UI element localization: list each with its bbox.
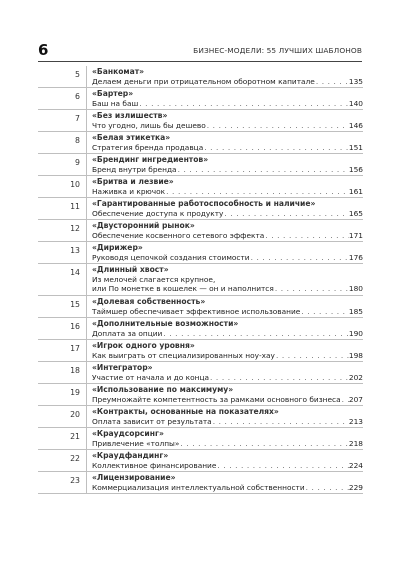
toc-entry-description: Участие от начала и до конца — [92, 373, 210, 382]
toc-entry[interactable] — [38, 110, 363, 132]
toc-entry-description: Доплата за опции — [92, 329, 163, 338]
toc-entry-number: 10 — [70, 180, 80, 189]
toc-entry-page: 190 — [348, 329, 363, 338]
dot-leader — [274, 284, 349, 293]
toc-entry[interactable] — [38, 472, 363, 494]
toc-entry[interactable] — [38, 406, 363, 428]
toc-entry-title: «Использование по максимуму» — [92, 385, 234, 394]
column-divider — [86, 318, 87, 339]
toc-entry-number: 17 — [70, 344, 80, 353]
dot-leader — [177, 165, 349, 174]
toc-entry-description: Таймшер обеспечивает эффективное использование — [92, 307, 301, 316]
toc-entry-page: 224 — [348, 461, 363, 470]
toc-entry-description: Преумножайте компетентность за рамками основного бизнеса — [92, 395, 341, 404]
toc-entry-page: 176 — [348, 253, 363, 262]
dot-leader — [305, 483, 349, 492]
toc-entry-title: «Контракты, основанные на показателях» — [92, 407, 279, 416]
column-divider — [86, 362, 87, 383]
toc-entry-title: «Интегратор» — [92, 363, 153, 372]
toc-entry-number: 16 — [70, 322, 80, 331]
toc-entry-page: 185 — [348, 307, 363, 316]
toc-entry[interactable] — [38, 450, 363, 472]
dot-leader — [162, 329, 349, 338]
toc-entry-title: «Длинный хвост» — [92, 265, 169, 274]
column-divider — [86, 220, 87, 241]
dot-leader — [223, 209, 349, 218]
toc-entry-description: Стратегия бренда продавца — [92, 143, 204, 152]
dot-leader — [275, 351, 349, 360]
column-divider — [86, 450, 87, 471]
toc-entry-description: Коллективное финансирование — [92, 461, 217, 470]
column-divider — [86, 384, 87, 405]
toc-entry[interactable] — [38, 132, 363, 154]
toc-entry-page: 156 — [348, 165, 363, 174]
dot-leader — [341, 395, 349, 404]
toc-entry-page: 171 — [348, 231, 363, 240]
toc-entry[interactable] — [38, 176, 363, 198]
dot-leader — [212, 417, 349, 426]
toc-entry-description: Как выиграть от специализированных ноу-хау — [92, 351, 275, 360]
column-divider — [86, 154, 87, 175]
toc-entry-page: 180 — [348, 284, 363, 293]
toc-entry-page: 135 — [348, 77, 363, 86]
toc-entry-description: Баш на баш — [92, 99, 139, 108]
toc-entry-title: «Бритва и лезвие» — [92, 177, 174, 186]
page-number: 6 — [38, 41, 49, 59]
toc-entry-title: «Дополнительные возможности» — [92, 319, 239, 328]
toc-entry-title: «Лицензирование» — [92, 473, 176, 482]
toc-entry-number: 6 — [75, 92, 80, 101]
toc-entry-title: «Краудсорсинг» — [92, 429, 164, 438]
toc-entry-number: 9 — [75, 158, 80, 167]
toc-entry-number: 19 — [70, 388, 80, 397]
toc-entry[interactable] — [38, 362, 363, 384]
toc-entry-number: 21 — [70, 432, 80, 441]
toc-entry-description: Привлечение «толпы» — [92, 439, 180, 448]
toc-entry-number: 14 — [70, 268, 80, 277]
toc-entry[interactable] — [38, 88, 363, 110]
dot-leader — [138, 99, 349, 108]
toc-entry-description: Коммерциализация интеллектуальной собственности — [92, 483, 305, 492]
toc-entry-number: 22 — [70, 454, 80, 463]
toc-entry-description: Из мелочей слагается крупное, — [92, 275, 216, 284]
toc-entry-number: 20 — [70, 410, 80, 419]
toc-entry-title: «Долевая собственность» — [92, 297, 206, 306]
toc-entry-title: «Игрок одного уровня» — [92, 341, 195, 350]
table-of-contents — [38, 66, 363, 494]
toc-entry[interactable] — [38, 66, 363, 88]
column-divider — [86, 132, 87, 153]
toc-entry-title: «Бартер» — [92, 89, 134, 98]
column-divider — [86, 340, 87, 361]
toc-entry-description: Руководя цепочкой создания стоимости — [92, 253, 250, 262]
column-divider — [86, 296, 87, 317]
toc-entry[interactable] — [38, 296, 363, 318]
toc-entry-number: 5 — [75, 70, 80, 79]
toc-entry[interactable] — [38, 340, 363, 362]
toc-entry[interactable] — [38, 220, 363, 242]
dot-leader — [264, 231, 349, 240]
toc-entry[interactable] — [38, 154, 363, 176]
column-divider — [86, 242, 87, 263]
dot-leader — [165, 187, 349, 196]
toc-entry-number: 13 — [70, 246, 80, 255]
toc-entry-description: Наживка и крючок — [92, 187, 166, 196]
toc-entry-page: 229 — [348, 483, 363, 492]
toc-entry-page: 198 — [348, 351, 363, 360]
column-divider — [86, 110, 87, 131]
toc-entry-number: 11 — [70, 202, 80, 211]
toc-entry-title: «Гарантированные работоспособность и наличие» — [92, 199, 316, 208]
toc-entry-number: 23 — [70, 476, 80, 485]
toc-entry[interactable] — [38, 318, 363, 340]
toc-entry-page: 151 — [348, 143, 363, 152]
toc-entry-number: 12 — [70, 224, 80, 233]
toc-entry-description: Обеспечение косвенного сетевого эффекта — [92, 231, 265, 240]
column-divider — [86, 264, 87, 295]
toc-entry[interactable] — [38, 384, 363, 406]
toc-entry-page: 213 — [348, 417, 363, 426]
toc-entry-description: Оплата зависит от результата — [92, 417, 212, 426]
dot-leader — [206, 121, 349, 130]
column-divider — [86, 66, 87, 87]
toc-entry-page: 161 — [348, 187, 363, 196]
toc-entry-title: «Брендинг ингредиентов» — [92, 155, 209, 164]
toc-entry-description: Что угодно, лишь бы дешево — [92, 121, 206, 130]
toc-entry[interactable] — [38, 242, 363, 264]
column-divider — [86, 428, 87, 449]
dot-leader — [179, 439, 349, 448]
toc-entry-number: 8 — [75, 136, 80, 145]
toc-entry-description: Делаем деньги при отрицательном оборотном капитале — [92, 77, 315, 86]
toc-entry-title: «Дирижер» — [92, 243, 143, 252]
toc-entry-description-continued: или По монетке в кошелек — он и наполнится — [92, 284, 274, 293]
toc-entry-number: 15 — [70, 300, 80, 309]
toc-entry-number: 18 — [70, 366, 80, 375]
toc-entry-number: 7 — [75, 114, 80, 123]
dot-leader — [300, 307, 349, 316]
header-rule — [38, 61, 362, 62]
toc-entry-page: 165 — [348, 209, 363, 218]
running-head: БИЗНЕС-МОДЕЛИ: 55 ЛУЧШИХ ШАБЛОНОВ — [193, 46, 362, 55]
toc-entry-page: 202 — [348, 373, 363, 382]
column-divider — [86, 88, 87, 109]
toc-entry-description: Обеспечение доступа к продукту — [92, 209, 224, 218]
toc-entry-page: 218 — [348, 439, 363, 448]
toc-entry-page: 140 — [348, 99, 363, 108]
toc-entry-title: «Двусторонний рынок» — [92, 221, 195, 230]
toc-entry[interactable] — [38, 264, 363, 296]
toc-entry-title: «Белая этикетка» — [92, 133, 171, 142]
toc-entry-page: 207 — [348, 395, 363, 404]
dot-leader — [209, 373, 349, 382]
column-divider — [86, 472, 87, 493]
dot-leader — [203, 143, 349, 152]
toc-entry-title: «Банкомат» — [92, 67, 145, 76]
column-divider — [86, 198, 87, 219]
toc-entry-description: Бренд внутри бренда — [92, 165, 177, 174]
toc-entry[interactable] — [38, 428, 363, 450]
toc-entry-title: «Краудфандинг» — [92, 451, 169, 460]
toc-entry-page: 146 — [348, 121, 363, 130]
toc-entry-title: «Без излишеств» — [92, 111, 168, 120]
toc-entry[interactable] — [38, 198, 363, 220]
column-divider — [86, 406, 87, 427]
dot-leader — [250, 253, 349, 262]
dot-leader — [315, 77, 349, 86]
dot-leader — [216, 461, 348, 470]
column-divider — [86, 176, 87, 197]
